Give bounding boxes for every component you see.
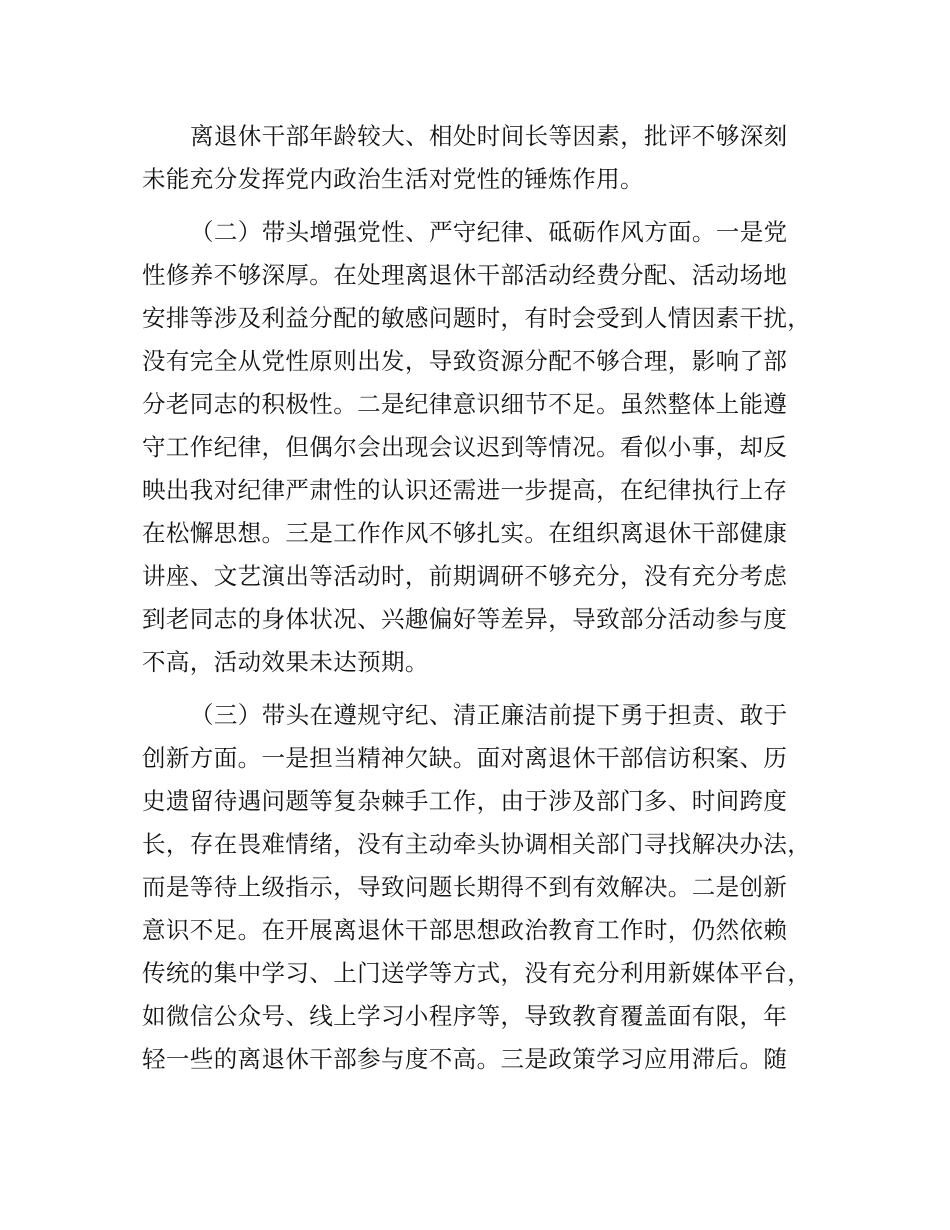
text-line: 映出我对纪律严肃性的认识还需进一步提高，在纪律执行上存 <box>142 476 788 504</box>
text-line: 安排等涉及利益分配的敏感问题时，有时会受到人情因素干扰， <box>142 304 812 332</box>
text-line: 如微信公众号、线上学习小程序等，导致教育覆盖面有限，年 <box>142 1002 788 1030</box>
text-line: 性修养不够深厚。在处理离退休干部活动经费分配、活动场地 <box>142 261 788 289</box>
text-line: 没有完全从党性原则出发，导致资源分配不够合理，影响了部 <box>142 347 788 375</box>
text-line: 意识不足。在开展离退休干部思想政治教育工作时，仍然依赖 <box>142 916 788 944</box>
text-line: （三）带头在遵规守纪、清正廉洁前提下勇于担责、敢于 <box>190 701 788 729</box>
text-line: 在松懈思想。三是工作作风不够扎实。在组织离退休干部健康 <box>142 519 788 547</box>
text-line: 而是等待上级指示，导致问题长期得不到有效解决。二是创新 <box>142 873 788 901</box>
text-line: 轻一些的离退休干部参与度不高。三是政策学习应用滞后。随 <box>142 1045 788 1073</box>
text-line: 创新方面。一是担当精神欠缺。面对离退休干部信访积案、历 <box>142 744 788 772</box>
text-line: 未能充分发挥党内政治生活对党性的锤炼作用。 <box>142 165 644 193</box>
text-line: 不高，活动效果未达预期。 <box>142 648 429 676</box>
text-line: 传统的集中学习、上门送学等方式，没有充分利用新媒体平台， <box>142 959 812 987</box>
text-line: 到老同志的身体状况、兴趣偏好等差异，导致部分活动参与度 <box>142 605 788 633</box>
text-line: 史遗留待遇问题等复杂棘手工作，由于涉及部门多、时间跨度 <box>142 787 788 815</box>
text-line: 分老同志的积极性。二是纪律意识细节不足。虽然整体上能遵 <box>142 390 788 418</box>
paragraph-1 <box>142 115 842 201</box>
text-line: 长，存在畏难情绪，没有主动牵头协调相关部门寻找解决办法， <box>142 830 812 858</box>
text-line: （二）带头增强党性、严守纪律、砥砺作风方面。一是党 <box>190 218 788 246</box>
text-line: 讲座、文艺演出等活动时，前期调研不够充分，没有充分考虑 <box>142 562 788 590</box>
document-body <box>142 115 842 1091</box>
text-line: 守工作纪律，但偶尔会出现会议迟到等情况。看似小事，却反 <box>142 433 788 461</box>
paragraph-3 <box>142 694 842 1081</box>
paragraph-2 <box>142 211 842 684</box>
text-line: 离退休干部年龄较大、相处时间长等因素，批评不够深刻 <box>190 122 788 150</box>
